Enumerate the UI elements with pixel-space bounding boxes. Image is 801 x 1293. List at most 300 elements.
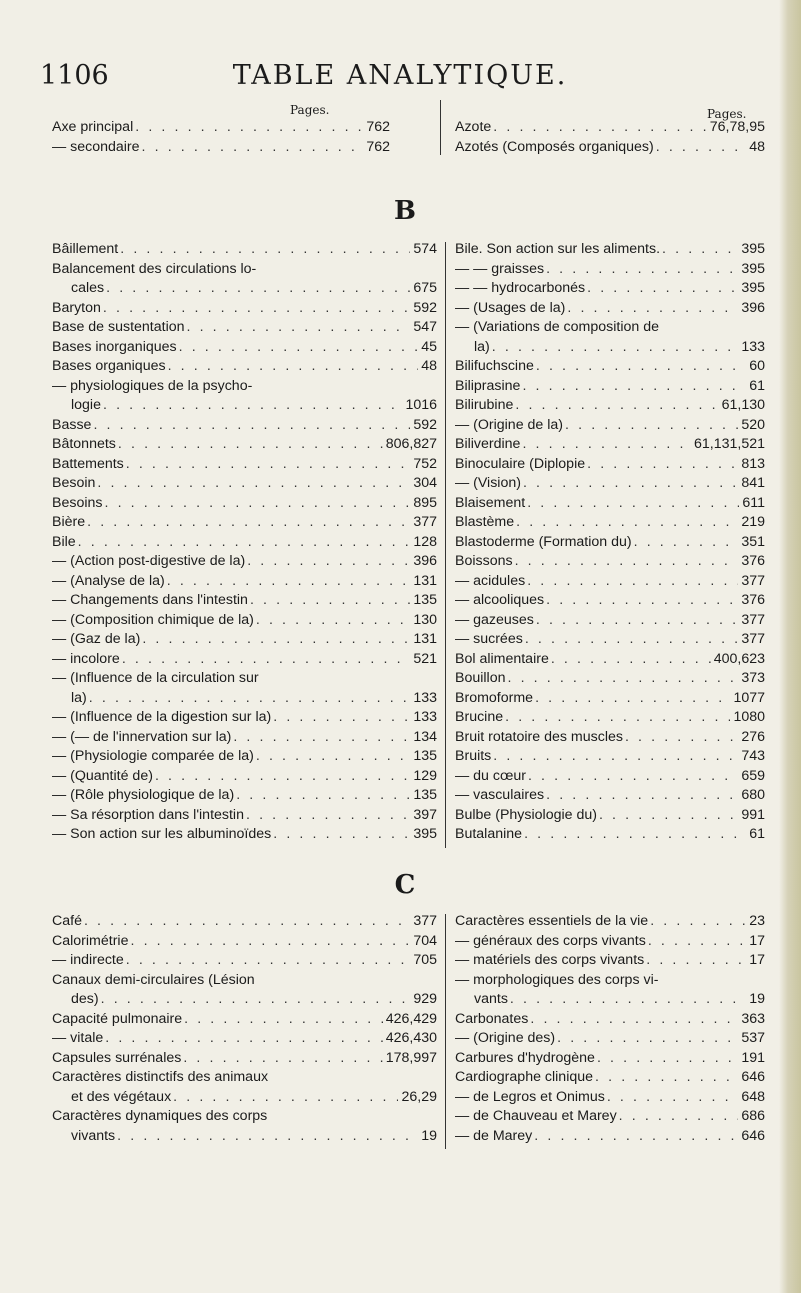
entry-label: Baryton	[52, 299, 101, 316]
index-entry	[52, 572, 437, 592]
entry-label: vants	[474, 991, 508, 1007]
leader-dots	[593, 1068, 738, 1088]
entry-page-number: 19	[749, 991, 765, 1007]
leader-dots	[525, 572, 738, 592]
index-entry	[455, 455, 765, 475]
index-entry	[455, 1068, 765, 1088]
index-entry	[455, 747, 765, 767]
entry-label: Bases inorganiques	[52, 338, 177, 355]
leader-dots	[181, 1049, 382, 1069]
index-entry	[52, 912, 437, 932]
leader-dots	[544, 786, 738, 806]
leader-dots	[491, 747, 738, 767]
index-entry	[455, 118, 765, 138]
entry-page-number: 376	[741, 592, 765, 608]
column-divider	[445, 242, 446, 848]
entry-label: Besoin	[52, 475, 96, 491]
leader-dots	[513, 552, 739, 572]
leader-dots	[82, 912, 410, 932]
leader-dots	[177, 338, 419, 358]
index-entry	[455, 728, 765, 748]
leader-dots	[523, 630, 739, 650]
index-entry	[52, 1049, 437, 1069]
entry-page-number: 377	[413, 514, 437, 530]
leader-dots	[244, 806, 410, 826]
column-divider	[440, 100, 441, 155]
index-entry	[455, 299, 765, 319]
index-entry	[455, 260, 765, 280]
entry-label: — généraux des corps vivants	[455, 932, 646, 949]
index-entry	[455, 806, 765, 826]
index-entry	[52, 1010, 437, 1030]
entry-label: la)	[71, 689, 87, 706]
entry-label: Bilifuchscine	[455, 358, 534, 374]
entry-page-number: 646	[741, 1127, 765, 1144]
section-letter-b: B	[394, 196, 416, 226]
entry-page-number: 547	[413, 319, 437, 335]
leader-dots	[513, 396, 718, 416]
top-left-column	[52, 118, 390, 157]
index-entry-continued: — morphologiques des corps vi-	[455, 971, 659, 988]
leader-dots	[508, 990, 746, 1010]
entry-page-number: 686	[741, 1108, 765, 1124]
leader-dots	[140, 630, 410, 650]
index-entry	[455, 435, 765, 455]
leader-dots	[648, 912, 746, 932]
index-entry	[455, 1029, 765, 1049]
entry-page-number: 17	[749, 932, 765, 949]
leader-dots	[491, 118, 706, 138]
index-entry	[52, 338, 437, 358]
leader-dots	[520, 435, 691, 455]
leader-dots	[254, 611, 410, 631]
leader-dots	[85, 513, 410, 533]
entry-label: — de Marey	[455, 1127, 533, 1144]
leader-dots	[565, 299, 738, 319]
leader-dots	[585, 455, 738, 475]
entry-page-number: 351	[741, 533, 765, 550]
index-entry-continued: Canaux demi-circulaires (Lésion	[52, 971, 255, 988]
index-entry	[455, 689, 765, 709]
leader-dots	[115, 1127, 418, 1147]
entry-label: Basse	[52, 416, 92, 433]
index-entry	[52, 299, 437, 319]
entry-page-number: 61,131,521	[693, 436, 765, 452]
index-entry	[52, 611, 437, 631]
leader-dots	[525, 494, 739, 514]
top-right-column	[455, 118, 765, 157]
entry-label: — indirecte	[52, 952, 124, 968]
index-entry	[52, 806, 437, 826]
leader-dots	[520, 377, 746, 397]
index-entry	[455, 767, 765, 787]
entry-label: — acidules	[455, 572, 526, 589]
entry-page-number: 45	[421, 338, 437, 355]
entry-page-number: 76,78,95	[709, 119, 765, 135]
entry-page-number: 131	[413, 631, 437, 647]
leader-dots	[521, 474, 738, 494]
leader-dots	[91, 416, 410, 436]
index-entry	[52, 416, 437, 436]
leader-dots	[660, 240, 738, 260]
leader-dots	[182, 1010, 383, 1030]
entry-label: — (Physiologie comparée de la)	[52, 748, 254, 764]
leader-dots	[646, 932, 746, 952]
leader-dots	[555, 1029, 738, 1049]
entry-page-number: 377	[741, 631, 765, 647]
entry-label: cales	[71, 280, 105, 296]
entry-page-number: 1080	[733, 709, 765, 725]
pages-label-right: Pages.	[707, 107, 747, 121]
entry-page-number: 363	[741, 1010, 765, 1027]
entry-page-number: 395	[741, 241, 765, 257]
leader-dots	[116, 435, 383, 455]
leader-dots	[503, 708, 730, 728]
index-entry	[52, 533, 437, 553]
entry-label: Bière	[52, 514, 86, 530]
index-entry	[455, 786, 765, 806]
index-entry	[52, 1029, 437, 1049]
entry-label: — — hydrocarbonés	[455, 280, 586, 296]
entry-page-number: 304	[413, 475, 437, 491]
entry-page-number: 426,429	[385, 1010, 437, 1027]
leader-dots	[128, 932, 410, 952]
page-title: TABLE ANALYTIQUE.	[232, 60, 568, 91]
leader-dots	[532, 1127, 738, 1147]
entry-page-number: 61,130	[721, 397, 765, 413]
entry-page-number: 752	[413, 455, 437, 472]
index-entry	[455, 1049, 765, 1069]
leader-dots	[585, 279, 738, 299]
leader-dots	[528, 1010, 738, 1030]
index-entry	[52, 552, 437, 572]
leader-dots	[605, 1088, 739, 1108]
leader-dots	[124, 455, 411, 475]
index-entry	[52, 240, 437, 260]
leader-dots	[95, 474, 410, 494]
section-c-right-column	[455, 912, 765, 1146]
entry-page-number: 376	[741, 553, 765, 569]
entry-page-number: 276	[741, 728, 765, 745]
entry-label: Biliprasine	[455, 377, 521, 394]
entry-page-number: 396	[413, 553, 437, 569]
entry-label: Boissons	[455, 553, 513, 569]
entry-page-number: 841	[741, 475, 765, 491]
leader-dots	[165, 572, 411, 592]
leader-dots	[632, 533, 739, 553]
entry-page-number: 135	[413, 748, 437, 764]
entry-label: Bile	[52, 533, 76, 550]
index-entry	[455, 494, 765, 514]
index-entry	[52, 990, 437, 1010]
leader-dots	[654, 138, 746, 158]
index-entry	[52, 318, 437, 338]
entry-label: — incolore	[52, 650, 120, 667]
index-entry	[52, 630, 437, 650]
entry-page-number: 762	[366, 119, 390, 135]
entry-page-number: 130	[413, 611, 437, 628]
entry-label: — vitale	[52, 1030, 104, 1046]
index-entry	[455, 396, 765, 416]
entry-page-number: 520	[741, 416, 765, 433]
index-entry	[52, 747, 437, 767]
entry-label: Butalanine	[455, 826, 523, 842]
entry-page-number: 675	[413, 280, 437, 296]
entry-label: la)	[474, 338, 490, 355]
leader-dots	[140, 138, 364, 158]
leader-dots	[101, 396, 402, 416]
entry-label: — Son action sur les albuminoïdes	[52, 826, 272, 842]
entry-label: — Changements dans l'intestin	[52, 592, 248, 608]
index-entry	[455, 825, 765, 845]
leader-dots	[534, 611, 738, 631]
entry-label: Bruit rotatoire des muscles	[455, 728, 623, 745]
leader-dots	[623, 728, 738, 748]
index-entry	[455, 1010, 765, 1030]
entry-label: Axe principal	[52, 119, 134, 135]
entry-page-number: 537	[741, 1030, 765, 1046]
entry-label: Bâtonnets	[52, 436, 116, 452]
entry-label: Bâillement	[52, 241, 119, 257]
index-entry	[455, 650, 765, 670]
entry-label: — de Legros et Onimus	[455, 1088, 605, 1105]
pages-label-left: Pages.	[290, 103, 330, 117]
leader-dots	[185, 318, 411, 338]
index-entry	[52, 513, 437, 533]
index-entry	[455, 138, 765, 158]
leader-dots	[533, 689, 730, 709]
entry-label: — — graisses	[455, 260, 545, 277]
page-edge-shadow	[779, 0, 801, 1293]
index-entry	[52, 767, 437, 787]
leader-dots	[544, 260, 738, 280]
entry-label: — de Chauveau et Marey	[455, 1108, 617, 1124]
entry-label: — matériels des corps vivants	[455, 952, 645, 968]
entry-page-number: 426,430	[385, 1030, 437, 1046]
entry-page-number: 17	[749, 952, 765, 968]
leader-dots	[99, 990, 411, 1010]
entry-label: — (Rôle physiologique de la)	[52, 787, 235, 803]
entry-label: — (Vision)	[455, 475, 521, 491]
index-entry	[455, 708, 765, 728]
leader-dots	[103, 1029, 382, 1049]
entry-page-number: 135	[413, 592, 437, 608]
index-entry-continued: — (Influence de la circulation sur	[52, 670, 259, 686]
leader-dots	[534, 357, 746, 377]
index-entry	[52, 728, 437, 748]
entry-label: — sucrées	[455, 631, 523, 647]
entry-label: — (Analyse de la)	[52, 572, 165, 589]
entry-label: Bulbe (Physiologie du)	[455, 806, 597, 823]
section-c-left-column	[52, 912, 437, 1146]
leader-dots	[514, 513, 738, 533]
leader-dots	[617, 1107, 739, 1127]
entry-page-number: 219	[741, 514, 765, 530]
entry-label: Capacité pulmonaire	[52, 1010, 183, 1027]
entry-label: — alcooliques	[455, 592, 545, 608]
index-entry	[52, 494, 437, 514]
index-entry-continued: Balancement des circulations lo-	[52, 260, 257, 277]
entry-page-number: 1077	[733, 689, 765, 706]
entry-label: Bruits	[455, 748, 492, 764]
leader-dots	[171, 1088, 398, 1108]
leader-dots	[597, 806, 738, 826]
entry-label: Brucine	[455, 709, 504, 725]
page-header	[40, 60, 760, 100]
entry-page-number: 762	[366, 138, 390, 155]
index-entry	[455, 1107, 765, 1127]
leader-dots	[544, 591, 738, 611]
leader-dots	[231, 728, 410, 748]
entry-label: Bile. Son action sur les aliments.	[455, 241, 661, 257]
entry-page-number: 133	[413, 709, 437, 725]
entry-page-number: 26,29	[401, 1088, 437, 1105]
entry-page-number: 373	[741, 670, 765, 686]
entry-page-number: 396	[741, 299, 765, 316]
index-entry	[455, 474, 765, 494]
entry-label: Bilirubine	[455, 397, 514, 413]
section-b-right-column	[455, 240, 765, 845]
entry-page-number: 1016	[405, 397, 437, 413]
entry-label: Besoins	[52, 494, 103, 511]
entry-page-number: 929	[413, 991, 437, 1007]
entry-label: Calorimétrie	[52, 932, 129, 949]
entry-page-number: 991	[741, 806, 765, 823]
index-entry	[455, 279, 765, 299]
index-entry	[52, 357, 437, 377]
entry-label: Bromoforme	[455, 689, 534, 706]
index-entry	[52, 396, 437, 416]
entry-label: — du cœur	[455, 767, 526, 784]
entry-page-number: 521	[413, 650, 437, 667]
index-entry	[52, 708, 437, 728]
entry-label: — (Usages de la)	[455, 299, 566, 316]
leader-dots	[271, 825, 410, 845]
index-entry	[455, 533, 765, 553]
entry-page-number: 395	[413, 826, 437, 842]
entry-label: Carbonates	[455, 1010, 529, 1027]
index-entry	[52, 279, 437, 299]
entry-page-number: 131	[413, 572, 437, 589]
leader-dots	[248, 591, 410, 611]
index-entry	[455, 912, 765, 932]
entry-page-number: 705	[413, 952, 437, 968]
entry-label: — (Gaz de la)	[52, 631, 141, 647]
entry-label: Battements	[52, 455, 124, 472]
entry-page-number: 592	[413, 416, 437, 433]
entry-label: logie	[71, 397, 101, 413]
index-entry	[52, 118, 390, 138]
entry-page-number: 397	[413, 806, 437, 823]
entry-page-number: 400,623	[713, 650, 765, 667]
entry-page-number: 133	[741, 338, 765, 355]
entry-page-number: 377	[741, 611, 765, 628]
entry-page-number: 611	[742, 494, 765, 511]
entry-page-number: 133	[413, 689, 437, 706]
entry-page-number: 135	[413, 787, 437, 803]
leader-dots	[563, 416, 738, 436]
index-entry-continued: Caractères dynamiques des corps	[52, 1108, 268, 1124]
leader-dots	[101, 299, 410, 319]
entry-page-number: 48	[421, 358, 437, 374]
entry-label: Capsules surrénales	[52, 1049, 182, 1066]
entry-page-number: 395	[741, 280, 765, 296]
entry-label: — Sa résorption dans l'intestin	[52, 806, 244, 823]
leader-dots	[549, 650, 711, 670]
leader-dots	[133, 118, 363, 138]
entry-label: — (Origine des)	[455, 1030, 556, 1046]
entry-page-number: 178,997	[385, 1049, 437, 1066]
index-entry	[455, 932, 765, 952]
entry-label: — secondaire	[52, 138, 140, 155]
entry-page-number: 646	[741, 1069, 765, 1085]
index-entry	[455, 416, 765, 436]
entry-page-number: 377	[413, 913, 437, 929]
entry-label: Café	[52, 913, 82, 929]
entry-page-number: 659	[741, 767, 765, 784]
index-entry	[52, 951, 437, 971]
index-entry	[455, 591, 765, 611]
index-entry	[52, 455, 437, 475]
entry-page-number: 895	[413, 494, 437, 511]
entry-label: — (Quantité de)	[52, 767, 153, 784]
index-entry	[52, 825, 437, 845]
leader-dots	[254, 747, 410, 767]
entry-page-number: 134	[413, 728, 437, 745]
entry-page-number: 592	[413, 299, 437, 316]
entry-label: Caractères essentiels de la vie	[455, 913, 649, 929]
leader-dots	[490, 338, 739, 358]
leader-dots	[505, 669, 738, 689]
entry-page-number: 60	[749, 358, 765, 374]
leader-dots	[118, 240, 410, 260]
leader-dots	[526, 767, 738, 787]
entry-page-number: 19	[421, 1127, 437, 1144]
entry-label: des)	[71, 991, 99, 1007]
index-entry	[455, 240, 765, 260]
leader-dots	[153, 767, 410, 787]
entry-label: Base de sustentation	[52, 319, 185, 335]
column-divider	[445, 914, 446, 1149]
entry-page-number: 395	[741, 260, 765, 277]
entry-label: — gazeuses	[455, 611, 534, 628]
leader-dots	[522, 825, 746, 845]
index-entry	[455, 552, 765, 572]
entry-label: vivants	[71, 1127, 116, 1144]
entry-label: Cardiographe clinique	[455, 1069, 594, 1085]
entry-page-number: 48	[749, 138, 765, 155]
section-letter-c: C	[394, 870, 416, 900]
index-entry	[455, 990, 765, 1010]
entry-label: Azote	[455, 119, 492, 135]
entry-label: — (Influence de la digestion sur la)	[52, 709, 272, 725]
leader-dots	[102, 494, 410, 514]
entry-page-number: 704	[413, 932, 437, 949]
entry-page-number: 23	[749, 913, 765, 929]
entry-label: Blaisement	[455, 494, 526, 511]
entry-page-number: 377	[741, 572, 765, 589]
entry-label: et des végétaux	[71, 1088, 172, 1105]
index-entry	[52, 689, 437, 709]
index-entry	[455, 669, 765, 689]
index-entry	[455, 513, 765, 533]
leader-dots	[245, 552, 410, 572]
leader-dots	[166, 357, 419, 377]
entry-label: — (Action post-digestive de la)	[52, 553, 246, 569]
entry-page-number: 680	[741, 787, 765, 803]
section-b-left-column	[52, 240, 437, 845]
entry-page-number: 574	[413, 241, 437, 257]
